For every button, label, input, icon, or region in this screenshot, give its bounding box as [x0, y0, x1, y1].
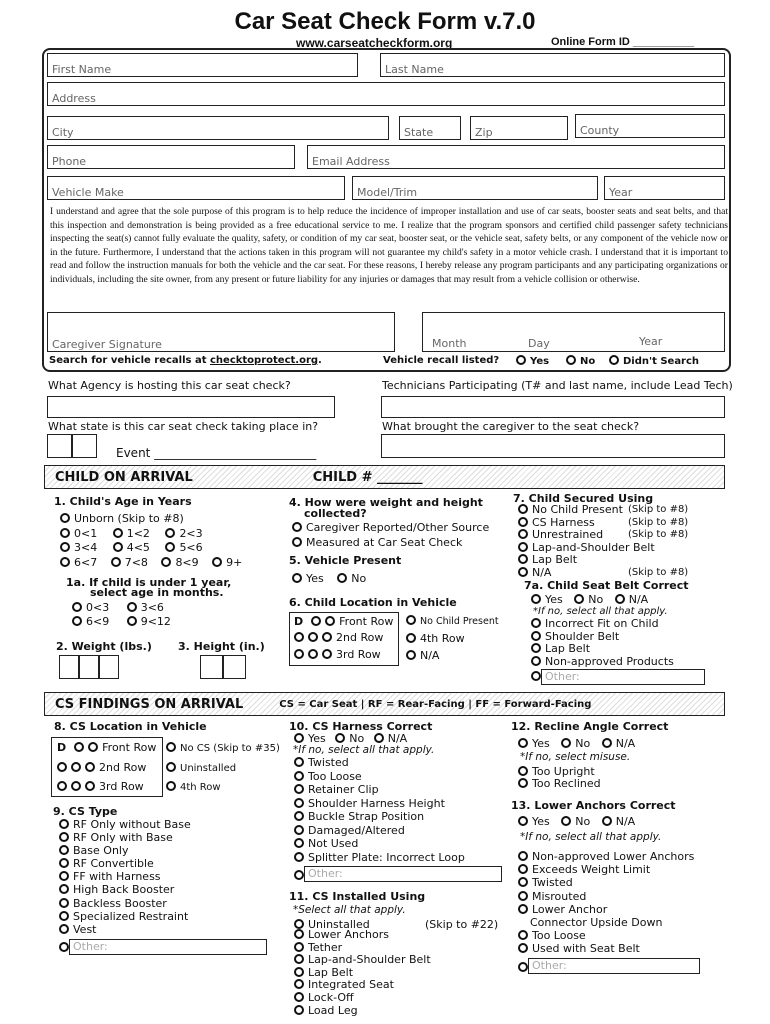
installed-uninstalled[interactable]: Uninstalled: [294, 918, 370, 931]
harness-retainer-clip[interactable]: Retainer Clip: [294, 783, 465, 797]
last-name-label: Last Name: [385, 63, 444, 76]
child-loc-second-row: [294, 631, 383, 644]
anchors-too-loose[interactable]: Too Loose: [518, 929, 694, 942]
vehicle-present-options: [292, 572, 366, 585]
cs-type-high-back[interactable]: High Back Booster: [59, 883, 191, 896]
cs-loc-front-row: D Front Row: [57, 741, 157, 754]
harness-splitter-plate[interactable]: Splitter Plate: Incorrect Loop: [294, 851, 465, 865]
anchors-lower-anchor[interactable]: Lower Anchor: [518, 903, 694, 916]
sig-year-label: Year: [639, 335, 663, 348]
cs-type-vest[interactable]: Vest: [59, 923, 191, 936]
cs-type-rf-base[interactable]: RF Only with Base: [59, 831, 191, 844]
age-9-plus[interactable]: 9+: [212, 556, 242, 569]
installed-integrated[interactable]: Integrated Seat: [294, 979, 431, 992]
state-field[interactable]: [399, 116, 461, 140]
installed-lap-belt[interactable]: Lap Belt: [294, 967, 431, 980]
belt-correct-options: [531, 593, 648, 606]
event-line[interactable]: Event ___________________________: [116, 446, 317, 460]
wh-title-2: collected?: [304, 507, 367, 520]
secured-lap-belt[interactable]: Lap Belt: [518, 554, 718, 567]
child-loc-third[interactable]: 3rd Row: [336, 648, 381, 661]
under1-title: 1a. If child is under 1 year,: [66, 576, 232, 589]
cs-loc-uninstalled[interactable]: Uninstalled: [166, 762, 236, 774]
harness-not-used[interactable]: Not Used: [294, 837, 465, 851]
harness-too-loose[interactable]: Too Loose: [294, 770, 465, 784]
year-field[interactable]: [604, 176, 725, 200]
installed-title: 11. CS Installed Using: [289, 890, 426, 903]
vehicle-present-no[interactable]: No: [337, 572, 366, 585]
harness-damaged[interactable]: Damaged/Altered: [294, 824, 465, 838]
wh-caregiver[interactable]: Caregiver Reported/Other Source: [292, 521, 489, 534]
secured-unrestrained[interactable]: Unrestrained (Skip to #8): [518, 529, 718, 542]
state-question: What state is this car seat check taking place in?: [48, 420, 319, 433]
belt-misuse-options: [531, 618, 674, 668]
age-3-4[interactable]: 3<4: [60, 541, 97, 554]
signature-date-field[interactable]: [422, 312, 725, 352]
height-title: 3. Height (in.): [178, 640, 265, 653]
cs-type-base-only[interactable]: Base Only: [59, 844, 191, 857]
harness-title: 10. CS Harness Correct: [289, 720, 433, 733]
state-box-1[interactable]: [47, 434, 72, 458]
child-location-title: 6. Child Location in Vehicle: [289, 596, 457, 609]
vehicle-present-yes[interactable]: Yes: [292, 572, 324, 585]
online-form-id: Online Form ID __________: [551, 36, 695, 48]
phone-field[interactable]: [47, 145, 295, 169]
agency-question: What Agency is hosting this car seat check?: [48, 379, 291, 392]
child-loc-third-row: [294, 648, 381, 661]
recall-listed-label: Vehicle recall listed?: [383, 355, 500, 366]
belt-incorrect-fit[interactable]: Incorrect Fit on Child: [531, 618, 674, 631]
state-label: State: [404, 126, 434, 139]
age-6-7[interactable]: 6<7: [60, 556, 97, 569]
installed-lower-anchors[interactable]: Lower Anchors: [294, 929, 431, 942]
state-box-2[interactable]: [72, 434, 97, 458]
recall-no[interactable]: No: [566, 355, 595, 367]
under1-title-2: select age in months.: [90, 586, 224, 599]
email-field[interactable]: [307, 145, 725, 169]
belt-correct-title: 7a. Child Seat Belt Correct: [524, 579, 689, 592]
recall-didnt-search[interactable]: Didn't Search: [609, 355, 699, 367]
agency-input[interactable]: [47, 396, 335, 418]
county-field[interactable]: [575, 114, 725, 138]
year-label: Year: [609, 186, 633, 199]
recall-yes[interactable]: Yes: [516, 355, 549, 367]
month-6-9[interactable]: 6<9: [72, 615, 109, 628]
cs-loc-fourth[interactable]: 4th Row: [166, 781, 221, 793]
anchors-yes[interactable]: Yes: [518, 815, 550, 828]
age-row-2: [60, 541, 203, 554]
secured-na[interactable]: N/A (Skip to #8): [518, 567, 718, 580]
child-age-title: 1. Child's Age in Years: [54, 495, 192, 508]
model-trim-label: Model/Trim: [357, 186, 418, 199]
month-9-12[interactable]: 9<12: [127, 615, 171, 628]
secured-cs-harness[interactable]: CS Harness (Skip to #8): [518, 517, 718, 530]
anchors-title: 13. Lower Anchors Correct: [511, 799, 676, 812]
harness-na[interactable]: N/A: [374, 732, 407, 745]
wh-title: 4. How were weight and height: [289, 496, 483, 509]
harness-note: *If no, select all that apply.: [293, 744, 435, 756]
harness-misuse-options: [294, 756, 465, 864]
anchors-misuse-options: [518, 850, 694, 956]
technicians-question: Technicians Participating (T# and last name, include Lead Tech): [382, 379, 733, 392]
month-label: Month: [432, 337, 467, 350]
day-label: Day: [528, 337, 550, 350]
cs-loc-no-cs[interactable]: No CS (Skip to #35): [166, 742, 280, 754]
child-loc-fourth[interactable]: 4th Row: [406, 632, 465, 645]
cs-findings-title: CS FINDINGS ON ARRIVAL: [55, 696, 244, 712]
weight-box-1[interactable]: [59, 655, 79, 679]
cs-loc-second-row: [57, 761, 146, 774]
harness-other-input[interactable]: Other:: [304, 866, 502, 882]
address-field[interactable]: [47, 82, 725, 106]
city-label: City: [52, 126, 74, 139]
age-unborn[interactable]: Unborn (Skip to #8): [60, 512, 184, 525]
installed-lap-shoulder[interactable]: Lap-and-Shoulder Belt: [294, 954, 431, 967]
belt-note: *If no, select all that apply.: [533, 606, 668, 617]
child-loc-front-row: D Front Row: [294, 615, 394, 628]
liability-disclaimer: I understand and agree that the sole purpose of this program is to help reduce the incidence of improper installation and use of car seats, booster seats and seat belts, and that this inspection and demonstration is being provided as a free educational service to me. I realize that the program sponsors and certified child passenger safety technicians inspecting the seat(s) cannot fully evaluate the quality, safety, or condition of my car seat, booster seat, or the vehicle seat, safety belts, or any component of the vehicle now or in the future. Furthermore, I understand that the actions taken in this program will not guarantee my child's safety in a motor vehicle crash. I understand that it is important to read and follow the instruction manuals for both the vehicle and the car seat. For these reasons, I hereby release any program participants and any participating organizations or individuals, including the site owner, from any present or future liability for any injuries or damages that may result from a vehicle collision or otherwise.: [50, 206, 728, 285]
secured-options: [518, 504, 718, 580]
age-0-1[interactable]: 0<1: [60, 527, 97, 540]
belt-yes[interactable]: Yes: [531, 593, 563, 606]
first-name-label: First Name: [52, 63, 112, 76]
months-row-1: [72, 601, 164, 614]
anchors-used-with-belt[interactable]: Used with Seat Belt: [518, 942, 694, 955]
anchors-note: *If no, select all that apply.: [520, 831, 662, 843]
harness-twisted[interactable]: Twisted: [294, 756, 465, 770]
caregiver-signature-field[interactable]: [47, 312, 395, 352]
installed-load-leg[interactable]: Load Leg: [294, 1005, 431, 1018]
vehicle-make-label: Vehicle Make: [52, 186, 124, 199]
month-0-3[interactable]: 0<3: [72, 601, 109, 614]
cs-type-options: [59, 818, 191, 936]
belt-shoulder[interactable]: Shoulder Belt: [531, 631, 674, 644]
address-label: Address: [52, 92, 96, 105]
cs-type-rf-no-base[interactable]: RF Only without Base: [59, 818, 191, 831]
height-box-1[interactable]: [200, 655, 223, 679]
recline-too-upright[interactable]: Too Upright: [518, 765, 595, 778]
cs-type-specialized[interactable]: Specialized Restraint: [59, 910, 191, 923]
cs-findings-header: [44, 692, 725, 716]
recline-title: 12. Recline Angle Correct: [511, 720, 669, 733]
cs-loc-third-row: [57, 780, 144, 793]
belt-no[interactable]: No: [574, 593, 603, 606]
recline-na[interactable]: N/A: [602, 737, 635, 750]
signature-label: Caregiver Signature: [52, 338, 162, 351]
anchors-options: [518, 815, 635, 828]
cs-location-title: 8. CS Location in Vehicle: [54, 720, 207, 733]
brought-question: What brought the caregiver to the seat check?: [382, 420, 640, 433]
installed-tether[interactable]: Tether: [294, 942, 431, 955]
recall-search-text: Search for vehicle recalls at checktoprotect.org.: [49, 355, 322, 366]
harness-yes[interactable]: Yes: [294, 732, 326, 745]
weight-box-2[interactable]: [79, 655, 99, 679]
vehicle-present-title: 5. Vehicle Present: [289, 554, 402, 567]
recline-too-reclined[interactable]: Too Reclined: [518, 777, 601, 790]
child-arrival-header: [44, 465, 725, 489]
vehicle-make-field[interactable]: [47, 176, 345, 200]
month-3-6[interactable]: 3<6: [127, 601, 164, 614]
cs-loc-third[interactable]: 3rd Row: [99, 780, 144, 793]
city-field[interactable]: [47, 116, 389, 140]
age-7-8[interactable]: 7<8: [111, 556, 148, 569]
secured-title: 7. Child Secured Using: [513, 492, 654, 505]
anchors-no[interactable]: No: [561, 815, 590, 828]
form-title: Car Seat Check Form v.7.0: [234, 8, 536, 35]
cs-type-title: 9. CS Type: [53, 805, 118, 818]
installed-skip-note: (Skip to #22): [425, 918, 499, 931]
recline-note: *If no, select misuse.: [520, 751, 631, 763]
belt-other-input[interactable]: Other:: [541, 669, 705, 685]
cs-type-ff-harness[interactable]: FF with Harness: [59, 870, 191, 883]
age-8-9[interactable]: 8<9: [161, 556, 198, 569]
child-loc-front[interactable]: Front Row: [339, 615, 394, 628]
age-2-3[interactable]: 2<3: [165, 527, 202, 540]
belt-na[interactable]: N/A: [615, 593, 648, 606]
harness-shoulder-height[interactable]: Shoulder Harness Height: [294, 797, 465, 811]
anchors-misrouted[interactable]: Misrouted: [518, 890, 694, 903]
installed-lock-off[interactable]: Lock-Off: [294, 992, 431, 1005]
weight-box-3[interactable]: [99, 655, 119, 679]
zip-label: Zip: [475, 126, 493, 139]
secured-no-child[interactable]: No Child Present (Skip to #8): [518, 504, 718, 517]
anchors-non-approved[interactable]: Non-approved Lower Anchors: [518, 850, 694, 863]
model-trim-field[interactable]: [352, 176, 598, 200]
belt-non-approved[interactable]: Non-approved Products: [531, 656, 674, 669]
belt-lap[interactable]: Lap Belt: [531, 643, 674, 656]
weight-title: 2. Weight (lbs.): [56, 640, 152, 653]
height-box-2[interactable]: [223, 655, 246, 679]
recline-no[interactable]: No: [561, 737, 590, 750]
technicians-input[interactable]: [381, 396, 725, 418]
email-label: Email Address: [312, 155, 390, 168]
child-number[interactable]: CHILD # _______: [312, 469, 423, 485]
cs-loc-second[interactable]: 2nd Row: [99, 761, 147, 774]
cs-findings-legend: CS = Car Seat | RF = Rear-Facing | FF = Forward-Facing: [279, 698, 592, 710]
installed-options: [294, 929, 431, 1017]
cs-type-rf-convertible[interactable]: RF Convertible: [59, 857, 191, 870]
anchors-exceeds-weight[interactable]: Exceeds Weight Limit: [518, 863, 694, 876]
cs-type-other-input[interactable]: Other:: [69, 939, 267, 955]
form-url: www.carseatcheckform.org: [296, 36, 453, 50]
recline-yes[interactable]: Yes: [518, 737, 550, 750]
wh-measured[interactable]: Measured at Car Seat Check: [292, 536, 462, 549]
anchors-twisted[interactable]: Twisted: [518, 876, 694, 889]
zip-field[interactable]: [470, 116, 568, 140]
age-row-1: [60, 527, 203, 540]
age-row-3: [60, 556, 242, 569]
secured-lap-shoulder[interactable]: Lap-and-Shoulder Belt: [518, 542, 718, 555]
child-loc-no-child[interactable]: No Child Present: [406, 615, 499, 627]
cs-type-backless[interactable]: Backless Booster: [59, 897, 191, 910]
harness-buckle-position[interactable]: Buckle Strap Position: [294, 810, 465, 824]
recall-link[interactable]: checktoprotect.org: [209, 355, 319, 366]
child-loc-second[interactable]: 2nd Row: [336, 631, 384, 644]
anchors-na[interactable]: N/A: [602, 815, 635, 828]
age-1-2[interactable]: 1<2: [113, 527, 150, 540]
months-row-2: [72, 615, 171, 628]
age-4-5[interactable]: 4<5: [113, 541, 150, 554]
harness-no[interactable]: No: [335, 732, 364, 745]
anchors-other-input[interactable]: Other:: [528, 958, 700, 974]
age-5-6[interactable]: 5<6: [165, 541, 202, 554]
phone-label: Phone: [52, 155, 87, 168]
cs-loc-front[interactable]: Front Row: [102, 741, 157, 754]
brought-input[interactable]: [381, 434, 725, 458]
county-label: County: [580, 124, 620, 137]
child-arrival-title: CHILD ON ARRIVAL: [55, 469, 193, 485]
last-name-field[interactable]: [380, 53, 725, 77]
recline-options: [518, 737, 635, 750]
installed-note: *Select all that apply.: [293, 904, 406, 916]
child-loc-na[interactable]: N/A: [406, 649, 439, 662]
first-name-field[interactable]: [47, 53, 358, 77]
anchors-connector-upside-down: Connector Upside Down: [530, 915, 663, 929]
